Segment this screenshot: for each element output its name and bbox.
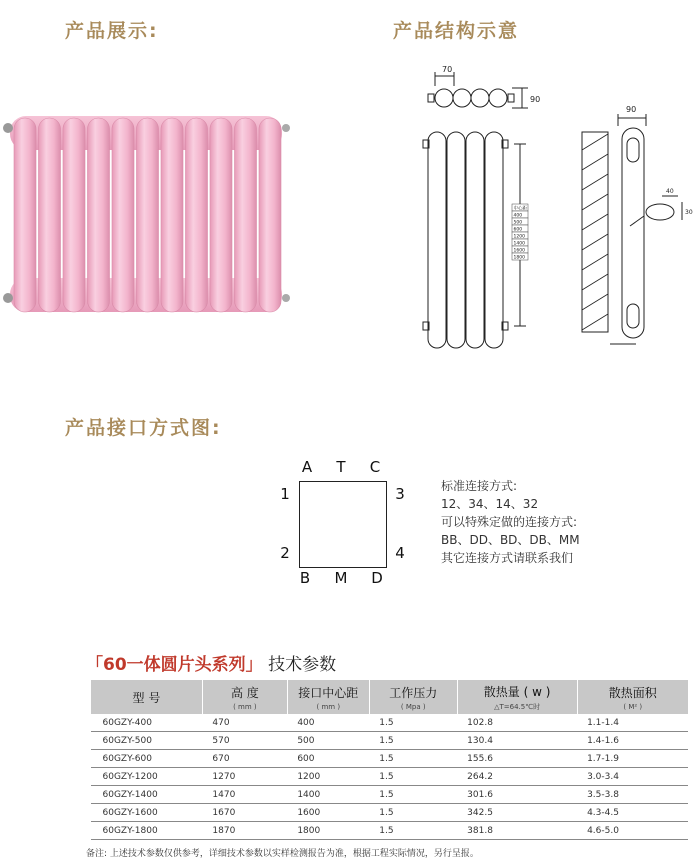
height-list-item: 1800: [513, 255, 525, 261]
conn-label-3: 3: [395, 485, 405, 503]
dim-70-label: 70: [442, 65, 453, 74]
table-cell: 130.4: [457, 732, 577, 750]
table-cell: 1.5: [369, 750, 457, 768]
table-row: [91, 714, 689, 732]
header-pressure: 工作压力 ( Mpa ): [369, 680, 457, 714]
height-list-item: 1400: [513, 241, 525, 247]
table-cell: 102.8: [457, 714, 577, 732]
heading-product-display: 产品展示:: [65, 20, 159, 42]
conn-label-m: M: [334, 569, 348, 587]
table-cell: 60GZY-1400: [91, 786, 203, 804]
table-cell: 60GZY-1600: [91, 804, 203, 822]
table-header-row: [91, 680, 689, 714]
table-cell: 470: [202, 714, 287, 732]
table-cell: 570: [202, 732, 287, 750]
table-cell: 600: [287, 750, 369, 768]
footnote: 备注: 上述技术参数仅供参考，详细技术参数以实样检测报告为准，根据工程实际情况，另行呈报。: [86, 849, 479, 859]
table-cell: 1.5: [369, 732, 457, 750]
connection-square: [299, 481, 387, 568]
conn-label-a: A: [301, 458, 313, 476]
header-model: 型 号: [91, 680, 203, 714]
table-cell: 1270: [202, 768, 287, 786]
table-row: [91, 732, 689, 750]
height-list-item: 中心距: [513, 206, 527, 212]
header-center-distance: 接口中心距 ( mm ): [287, 680, 369, 714]
radiator-product-image: [0, 100, 295, 322]
conn-label-4: 4: [395, 544, 405, 562]
conn-label-c: C: [369, 458, 381, 476]
table-cell: 1470: [202, 786, 287, 804]
height-list-item: 1600: [513, 248, 525, 254]
table-cell: 500: [287, 732, 369, 750]
table-cell: 1.5: [369, 822, 457, 840]
table-cell: 400: [287, 714, 369, 732]
header-height: 高 度 ( mm ): [202, 680, 287, 714]
table-cell: 670: [202, 750, 287, 768]
conn-desc-line: 标准连接方式:: [441, 479, 518, 493]
conn-label-1: 1: [280, 485, 290, 503]
table-row: [91, 768, 689, 786]
table-cell: 342.5: [457, 804, 577, 822]
dim-30-label: 30: [685, 209, 693, 216]
radiator-tube: [14, 118, 36, 312]
radiator-tube: [137, 118, 159, 312]
table-cell: 4.6-5.0: [577, 822, 688, 840]
height-list-item: 600: [513, 227, 523, 233]
spec-table: [90, 680, 688, 840]
conn-desc-line: 可以特殊定做的连接方式:: [441, 515, 578, 529]
dim-90-top-label: 90: [530, 95, 541, 104]
radiator-tube: [39, 118, 61, 312]
table-cell: 1600: [287, 804, 369, 822]
table-cell: 1.4-1.6: [577, 732, 688, 750]
header-heat-output: 散热量 ( w ) △T=64.5℃时: [457, 680, 577, 714]
heading-product-structure: 产品结构示意: [393, 20, 520, 42]
table-cell: 1200: [287, 768, 369, 786]
table-cell: 1870: [202, 822, 287, 840]
table-cell: 3.5-3.8: [577, 786, 688, 804]
conn-label-b: B: [299, 569, 311, 587]
radiator-tube: [259, 118, 281, 312]
dim-90-side-label: 90: [626, 105, 637, 114]
table-cell: 60GZY-1200: [91, 768, 203, 786]
conn-label-2: 2: [280, 544, 290, 562]
conn-label-d: D: [371, 569, 383, 587]
radiator-tube: [235, 118, 257, 312]
table-cell: 1670: [202, 804, 287, 822]
series-title-suffix: 技术参数: [268, 655, 337, 675]
radiator-tube: [161, 118, 183, 312]
table-cell: 1800: [287, 822, 369, 840]
height-list-item: 1200: [513, 234, 525, 240]
radiator-tube: [88, 118, 110, 312]
table-cell: 1400: [287, 786, 369, 804]
table-row: [91, 804, 689, 822]
header-heat-area: 散热面积 ( M² ): [577, 680, 688, 714]
table-cell: 381.8: [457, 822, 577, 840]
conn-desc-line: BB、DD、BD、DB、MM: [441, 533, 580, 547]
table-cell: 4.3-4.5: [577, 804, 688, 822]
table-cell: 3.0-3.4: [577, 768, 688, 786]
conn-desc-line: 12、34、14、32: [441, 497, 539, 511]
table-cell: 60GZY-600: [91, 750, 203, 768]
table-row: [91, 822, 689, 840]
conn-label-t: T: [336, 458, 346, 476]
table-cell: 155.6: [457, 750, 577, 768]
table-cell: 60GZY-500: [91, 732, 203, 750]
conn-desc-line: 其它连接方式请联系我们: [441, 551, 574, 565]
series-title: [86, 650, 336, 675]
dim-40-label: 40: [666, 188, 674, 195]
table-cell: 301.6: [457, 786, 577, 804]
connection-description: [441, 477, 580, 567]
table-row: [91, 750, 689, 768]
series-title-name: 「60一体圆片头系列」: [86, 655, 263, 675]
radiator-tube: [112, 118, 134, 312]
height-list-item: 400: [513, 213, 523, 219]
table-cell: 60GZY-400: [91, 714, 203, 732]
radiator-tube: [186, 118, 208, 312]
structure-diagram: [410, 60, 700, 360]
table-cell: 1.5: [369, 804, 457, 822]
table-cell: 1.5: [369, 714, 457, 732]
table-cell: 1.1-1.4: [577, 714, 688, 732]
table-row: [91, 786, 689, 804]
table-cell: 1.5: [369, 786, 457, 804]
radiator-tube: [63, 118, 85, 312]
radiator-tube: [210, 118, 232, 312]
table-cell: 264.2: [457, 768, 577, 786]
heading-connection-diagram: 产品接口方式图:: [65, 417, 222, 439]
table-cell: 60GZY-1800: [91, 822, 203, 840]
table-cell: 1.5: [369, 768, 457, 786]
height-list-item: 500: [513, 220, 523, 226]
table-cell: 1.7-1.9: [577, 750, 688, 768]
